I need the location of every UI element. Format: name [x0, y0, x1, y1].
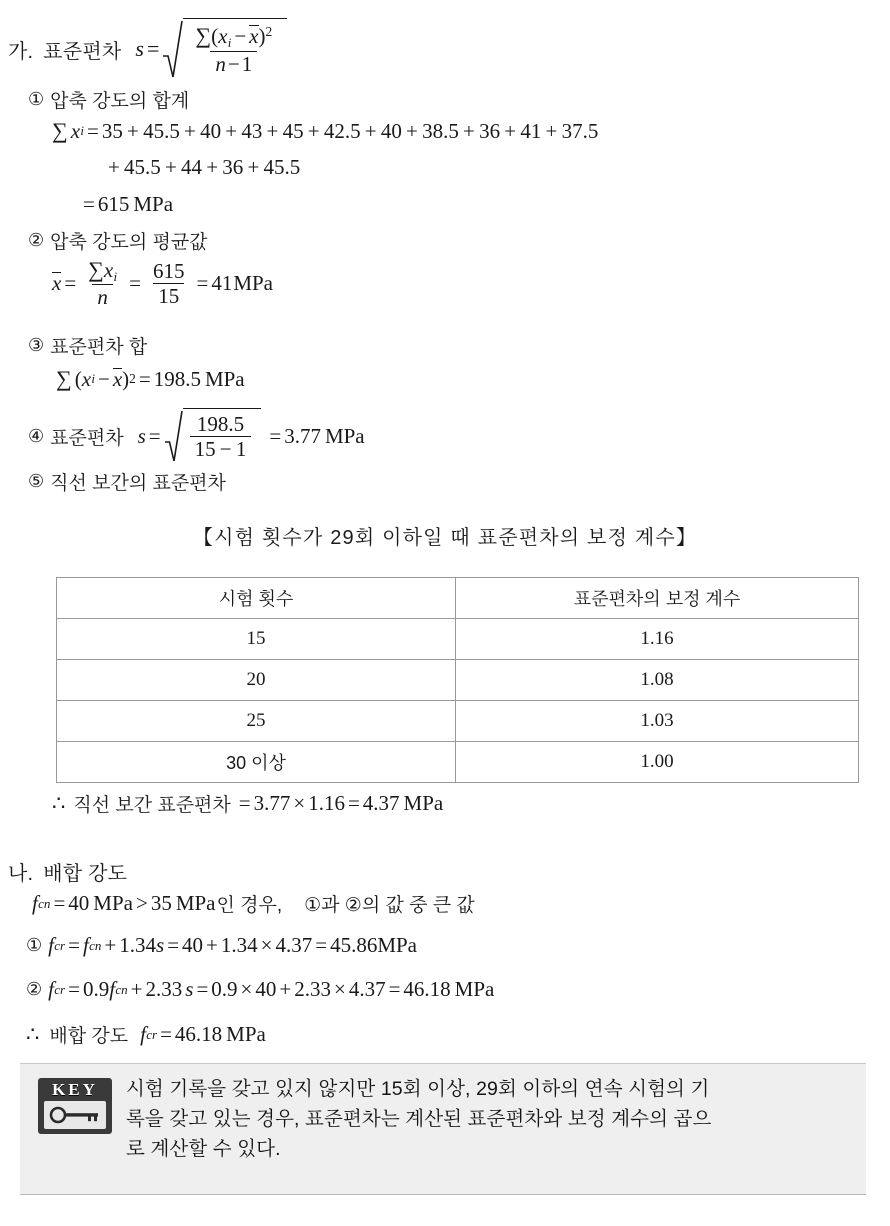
section-b-conclusion-subscript: cr	[146, 1026, 158, 1042]
item-3-equation: ∑ ( x i − x ) 2 = 198.5 MPa	[56, 366, 245, 392]
table-row	[57, 619, 859, 660]
mean-value-numerator: 615	[152, 258, 185, 283]
mean-fraction-denominator: n	[92, 284, 113, 308]
conclusion-unit: MPa	[403, 791, 444, 815]
mean-symbol: x	[52, 271, 62, 296]
section-b-conclusion-equals: =	[160, 1022, 172, 1046]
table-header-row	[57, 578, 859, 619]
item-5-heading	[28, 468, 226, 495]
variance-numerator: ∑(xi − x)2	[195, 23, 273, 50]
key-icon	[44, 1101, 106, 1129]
item-1-sum-line-1: ∑ x i = 35 + 45.5 + 40 + 43 + 45 + 42.5 + 40 + 38.5 + 36 + 41 + 37.5	[52, 118, 599, 143]
condition-threshold-unit: MPa	[175, 891, 216, 915]
section-b-conclusion-label: 배합 강도	[49, 1026, 129, 1047]
section-b-item-1-marker: ①	[26, 935, 43, 956]
section-b-heading	[8, 857, 127, 886]
item-b2-result: 46.18	[403, 977, 451, 1001]
mean-result: 41	[211, 270, 233, 295]
item-1-marker: ①	[28, 89, 45, 110]
table-row	[57, 660, 859, 701]
sum-terms-line-2: + 45.5 + 44 + 36 + 45.5	[108, 155, 301, 179]
item-5-marker: ⑤	[28, 471, 45, 492]
item-3-title: 표준편차 합	[50, 337, 148, 358]
item-b2-unit: MPa	[454, 977, 495, 1001]
section-b-conclusion-unit: MPa	[226, 1022, 266, 1046]
item-b2-coef-b2: 2.33	[294, 977, 331, 1001]
conclusion-result: 4.37	[362, 791, 400, 815]
sd-numerator: 198.5	[196, 411, 245, 436]
table-row	[57, 701, 859, 742]
item-2-mean-equation: x = $\frac{\sum xi}{n}$ = $\frac{615}{15}$ = 41 MPa	[52, 257, 274, 310]
section-b-item-1: ① f cr = f cn + 1.34 s = 40 + 1.34 × 4.37 = 45.86 MPa	[26, 933, 417, 957]
conclusion-operand-b: 1.16	[308, 791, 345, 815]
cell-factor-30plus: 1.00	[456, 742, 859, 783]
fcr-symbol-2: f	[48, 977, 54, 1001]
item-4-equation-row: ④ 표준편차 s = $\frac{198.5}{15 - 1}$ = 3.77 MPa	[28, 408, 365, 464]
sd-radical	[164, 408, 262, 464]
item-b1-base: 40	[182, 933, 204, 957]
condition-note: ①과 ②의 값 중 큰 값	[304, 895, 475, 916]
sd-result-unit: MPa	[324, 423, 365, 448]
cell-trials-20: 20	[57, 660, 456, 701]
section-a-formula-equals: =	[146, 36, 160, 61]
conclusion-equals: =	[238, 791, 251, 815]
item-2-marker: ②	[28, 230, 45, 251]
sum-sq-dev-result: 198.5	[153, 366, 201, 391]
condition-greater-than: >	[135, 891, 148, 915]
condition-unit: MPa	[93, 891, 133, 915]
key-text-line-2: 록을 갖고 있는 경우, 표준편차는 계산된 표준편차와 보정 계수의 곱으	[126, 1108, 712, 1130]
cell-factor-20: 1.08	[456, 660, 859, 701]
section-b-conclusion-symbol: f	[140, 1022, 146, 1046]
table-caption: 【시험 횟수가 29회 이하일 때 표준편차의 보정 계수】	[192, 527, 698, 549]
mean-value-fraction	[148, 260, 190, 307]
item-1-sum-line-2	[108, 155, 300, 180]
item-4-marker: ④	[28, 425, 45, 447]
interpolated-sd-conclusion	[52, 790, 443, 817]
standard-deviation-radical	[162, 18, 287, 80]
mean-definition-fraction	[83, 258, 122, 308]
sum-terms-line-1: 35 + 45.5 + 40 + 43 + 45 + 42.5 + 40 + 38.5 + 36 + 41 + 37.5	[101, 118, 599, 143]
table-header-trials: 시험 횟수	[57, 578, 456, 619]
item-b2-coef-a2: 0.9	[211, 977, 238, 1001]
key-text-line-1: 시험 기록을 갖고 있지 않지만 15회 이상, 29회 이하의 연속 시험의 기	[126, 1078, 710, 1100]
condition-threshold: 35	[150, 891, 172, 915]
cell-trials-25: 25	[57, 701, 456, 742]
mean-result-unit: MPa	[233, 270, 274, 295]
variance-fraction	[190, 24, 277, 74]
item-2-heading	[28, 227, 208, 254]
fcr-subscript-1: cr	[54, 937, 66, 953]
item-b1-unit: MPa	[377, 933, 417, 957]
key-text-line-3: 로 계산할 수 있다.	[126, 1138, 281, 1160]
section-b-item-2-marker: ②	[26, 979, 43, 1000]
section-b-therefore: ∴	[26, 1022, 40, 1046]
table-header-factor: 표준편차의 보정 계수	[456, 578, 859, 619]
sum-total-unit: MPa	[133, 192, 174, 216]
sd-denominator: 15 − 1	[190, 436, 252, 460]
condition-equals: =	[53, 891, 66, 915]
item-b2-coef-a: 0.9	[82, 977, 110, 1001]
item-1-heading	[28, 86, 189, 113]
section-b-label: 나.	[8, 863, 34, 885]
mean-fraction-numerator: ∑xi	[88, 257, 118, 284]
sd-result: 3.77	[284, 423, 321, 448]
sd-fraction	[190, 413, 252, 460]
item-3-heading	[28, 332, 147, 359]
item-b2-s: 4.37	[348, 977, 386, 1001]
section-a-formula-lhs: s	[135, 36, 144, 61]
fcn-symbol: f	[32, 891, 38, 915]
cell-trials-30plus: 30 이상	[57, 742, 456, 783]
item-3-marker: ③	[28, 335, 45, 356]
item-4-title: 표준편차	[50, 427, 124, 449]
item-b1-coef: 1.34	[119, 933, 156, 957]
section-a-label: 가.	[8, 40, 34, 63]
condition-text: 인 경우,	[216, 895, 283, 916]
correction-factor-table	[56, 577, 859, 783]
section-b-conclusion-result: 46.18	[174, 1022, 223, 1046]
item-b1-coef-2: 1.34	[220, 933, 258, 957]
cell-factor-25: 1.03	[456, 701, 859, 742]
cell-factor-15: 1.16	[456, 619, 859, 660]
fcr-symbol-1: f	[48, 933, 54, 957]
section-b-item-2: ② f cr = 0.9 f cn + 2.33 s = 0.9 × 40 + 2.33 × 4.37 = 46.18 MPa	[26, 977, 495, 1001]
item-b2-base: 40	[255, 977, 277, 1001]
conclusion-times: ×	[293, 791, 306, 815]
radical-sign-icon	[162, 18, 184, 80]
item-1-title: 압축 강도의 합계	[50, 91, 190, 112]
section-b-condition	[32, 890, 475, 917]
variance-denominator: n−1	[210, 51, 257, 75]
item-b2-coef-b: 2.33	[145, 977, 183, 1001]
sum-sq-dev-unit: MPa	[204, 366, 245, 391]
mean-value-denominator: 15	[153, 283, 184, 307]
key-text	[126, 1074, 711, 1164]
radical-sign-icon	[164, 408, 184, 464]
section-b-conclusion	[26, 1021, 266, 1048]
item-4-lhs: s	[137, 423, 146, 448]
condition-value: 40	[68, 891, 90, 915]
item-b1-s: 4.37	[275, 933, 313, 957]
section-a-heading-row	[8, 18, 287, 80]
item-1-total-line: = 615 MPa	[83, 192, 174, 216]
item-2-title: 압축 강도의 평균값	[50, 232, 208, 253]
key-callout-box	[20, 1063, 866, 1195]
section-b-title: 배합 강도	[43, 863, 128, 885]
table-row	[57, 742, 859, 783]
item-5-title: 직선 보간의 표준편차	[50, 473, 226, 494]
key-badge-label: KEY	[52, 1080, 98, 1099]
key-badge	[38, 1078, 112, 1134]
conclusion-equals-2: =	[347, 791, 360, 815]
therefore-symbol: ∴	[52, 791, 66, 815]
fcn-subscript: cn	[38, 895, 51, 911]
fcr-subscript-2: cr	[54, 981, 66, 997]
sum-total-value: 615	[97, 192, 130, 216]
conclusion-operand-a: 3.77	[253, 791, 291, 815]
interpolated-sd-label: 직선 보간 표준편차	[73, 795, 231, 816]
item-b1-result: 45.86	[330, 933, 378, 957]
cell-trials-15: 15	[57, 619, 456, 660]
section-a-title: 표준편차	[43, 40, 122, 63]
